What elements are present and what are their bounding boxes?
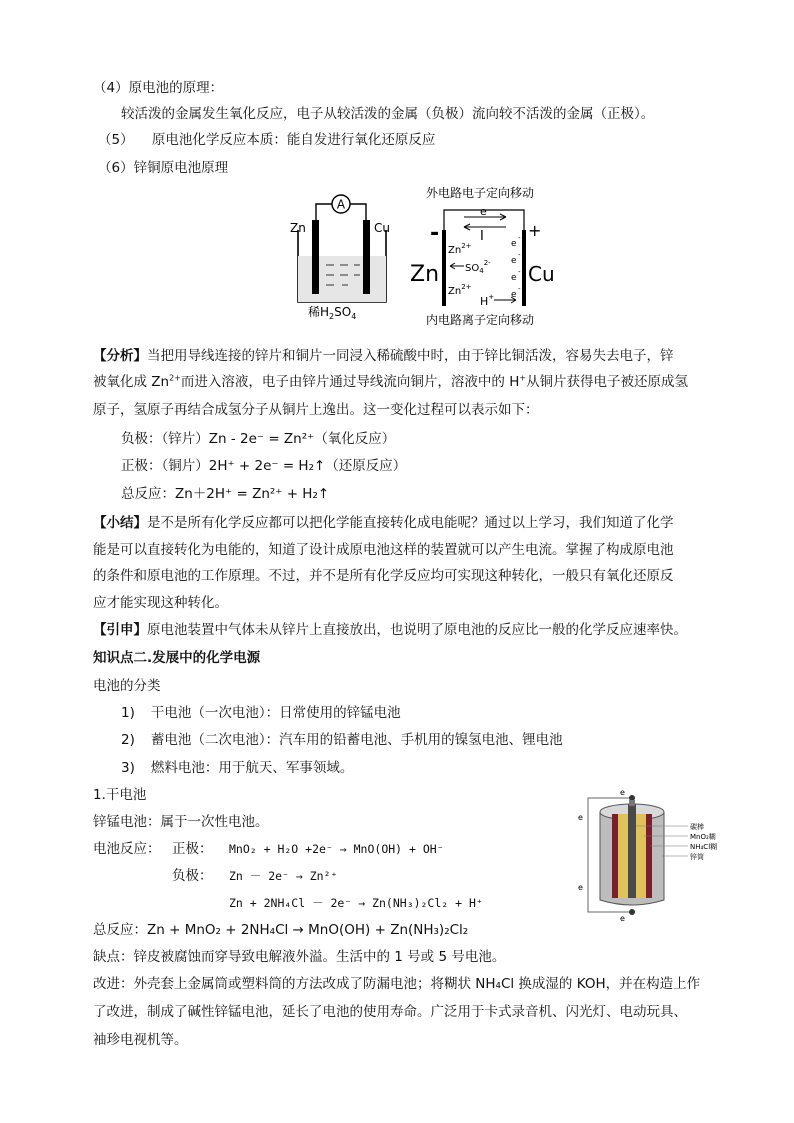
svg-text:-: - (518, 268, 521, 276)
svg-text:e: e (511, 290, 517, 300)
total-reaction: 总反应：Zn + MnO₂ + 2NH₄Cl → MnO(OH) + Zn(NH₃)₂Cl₂ (93, 922, 469, 938)
carbon-rod (628, 804, 636, 898)
summary-line-1: 【小结】是不是所有化学反应都可以把化学能直接转化成电能呢？通过以上学习，我们知道了化学 (93, 515, 674, 531)
electrons-cu-side (511, 234, 521, 300)
internal-circuit-label: 内电路离子定向移动 (425, 313, 535, 327)
equation-negative: 负极：（锌片）Zn - 2e⁻ = Zn²⁺（氧化反应） (121, 431, 396, 447)
cu-big-label: Cu (528, 262, 555, 286)
zn-big-label: Zn (410, 262, 440, 287)
classification-item: 3) 燃料电池：用于航天、军事领域。 (121, 760, 354, 776)
extension-tag: 【引申】 (93, 622, 147, 638)
acid-label: 稀$H_2SO_4$ (308, 305, 357, 321)
dry-cell-title: 1.干电池 (93, 787, 147, 803)
analysis-tag: 【分析】 (93, 348, 147, 364)
electron-bottom: e (620, 914, 625, 923)
analysis-line-1: 【分析】当把用导线连接的锌片和铜片一同浸入稀硫酸中时，由于锌比铜活泼，容易失去电子，锌 (93, 348, 674, 364)
summary-tag: 【小结】 (93, 515, 147, 531)
analysis-line-2: 被氧化成 $Zn^{2+}$而进入溶液，电子由锌片通过导线流向铜片，溶液中的 H+从铜片获得电子被还原成氢 (93, 373, 689, 390)
label-carbon-rod: 碳棒 (690, 823, 704, 831)
svg-text:-: - (518, 285, 521, 293)
svg-text:-: - (518, 234, 521, 242)
dry-cell-type: 锌锰电池：属于一次性电池。 (93, 814, 269, 830)
section-5 (98, 130, 435, 150)
summary-line-2: 能是可以直接转化为电能的，知道了设计成原电池这样的装置就可以产生电流。掌握了构成原电池 (93, 542, 674, 558)
cell-reaction-label: 电池反应： (93, 841, 161, 857)
summary-line-4: 应才能实现这种转化。 (93, 595, 228, 611)
improvement-line-3: 袖珍电视机等。 (93, 1032, 188, 1048)
analysis-line-3: 原子，氢原子再结合成氢分子从铜片上逸出。这一变化过程可以表示如下： (93, 402, 539, 418)
beaker-cell-figure (286, 190, 398, 320)
negative-label: 负极： (172, 868, 213, 884)
svg-text:e: e (511, 273, 517, 283)
electron-label: e (480, 205, 487, 218)
dry-battery-figure (574, 786, 718, 924)
section-5-label: （5） (98, 132, 134, 148)
label-nh4cl: NH₄Cl糊 (690, 843, 718, 851)
svg-text:e: e (511, 256, 517, 266)
equation-total: 总反应：Zn＋2H⁺ = Zn²⁺ + H₂↑ (121, 486, 330, 502)
positive-label: 正极： (172, 841, 213, 857)
negative-sign: - (430, 221, 440, 246)
copper-electrode (363, 220, 370, 294)
improvement-line-1: 改进：外壳套上金属筒或塑料筒的方法改成了防漏电池；将糊状 NH₄Cl 换成湿的 KOH，并在构造上作 (93, 976, 701, 992)
sulfate-ion: $SO_4^{2-}$ (465, 259, 491, 275)
classification-item: 1) 干电池（一次电池）：日常使用的锌锰电池 (121, 705, 401, 721)
svg-text:e: e (511, 239, 517, 249)
electrolyte (298, 256, 386, 302)
knowledge-point-2-title: 知识点二.发展中的化学电源 (93, 650, 261, 666)
positive-sign: + (528, 221, 542, 240)
equation-positive: 正极：（铜片）2H⁺ + 2e⁻ = H₂↑（还原反应） (121, 458, 407, 474)
classification-title: 电池的分类 (93, 678, 161, 694)
current-label: I (480, 229, 484, 244)
zn-ion-bottom: $Zn^{2+}$ (448, 283, 472, 297)
classification-item: 2) 蓄电池（二次电池）：汽车用的铅蓄电池、手机用的镍氢电池、锂电池 (121, 732, 563, 748)
extension-line: 【引申】原电池装置中气体未从锌片上直接放出，也说明了原电池的反应比一般的化学反应速率快。 (93, 622, 687, 638)
section-6-title: （6）锌铜原电池原理 (98, 160, 229, 176)
svg-text:-: - (518, 251, 521, 259)
copper-plate (522, 230, 526, 306)
external-circuit-label: 外电路电子定向移动 (425, 186, 535, 200)
summary-line-3: 的条件和原电池的工作原理。不过，并不是所有化学反应均可实现这种转化，一般只有氧化还原反 (93, 568, 674, 584)
zn-label: Zn (290, 221, 306, 235)
section-4-body: 较活泼的金属发生氧化反应，电子从较活泼的金属（负极）流向较不活泼的金属（正极）。 (121, 106, 655, 122)
electron-top: e (620, 788, 625, 797)
zinc-plate (442, 230, 446, 306)
zinc-electrode (312, 220, 319, 294)
negative-equation-2: Zn + 2NH₄Cl － 2e⁻ → Zn(NH₃)₂Cl₂ + H⁺ (229, 896, 483, 910)
label-zinc-can: 锌筒 (690, 853, 704, 861)
section-4-title: （4）原电池的原理： (93, 80, 224, 96)
hydrogen-ion: H+ (480, 293, 495, 308)
ammeter-label: A (336, 197, 346, 212)
positive-equation: MnO₂ + H₂O +2e⁻ → MnO(OH) + OH⁻ (229, 842, 444, 856)
improvement-line-2: 了改进，制成了碱性锌锰电池，延长了电池的使用寿命。广泛用于卡式录音机、闪光灯、电动玩具、 (93, 1004, 687, 1020)
ion-flow-figure (408, 182, 568, 332)
zn-ion-top: $Zn^{2+}$ (448, 242, 472, 256)
electron-left-2: e (578, 883, 583, 892)
cu-label: Cu (374, 221, 390, 235)
electron-left: e (578, 813, 583, 822)
label-mno2: MnO₂糊 (690, 833, 716, 841)
drawback: 缺点：锌皮被腐蚀而穿导致电解液外溢。生活中的 1 号或 5 号电池。 (93, 949, 506, 965)
negative-equation-1: Zn － 2e⁻ → Zn²⁺ (229, 869, 338, 883)
section-5-text: 原电池化学反应本质：能自发进行氧化还原反应 (151, 132, 436, 148)
